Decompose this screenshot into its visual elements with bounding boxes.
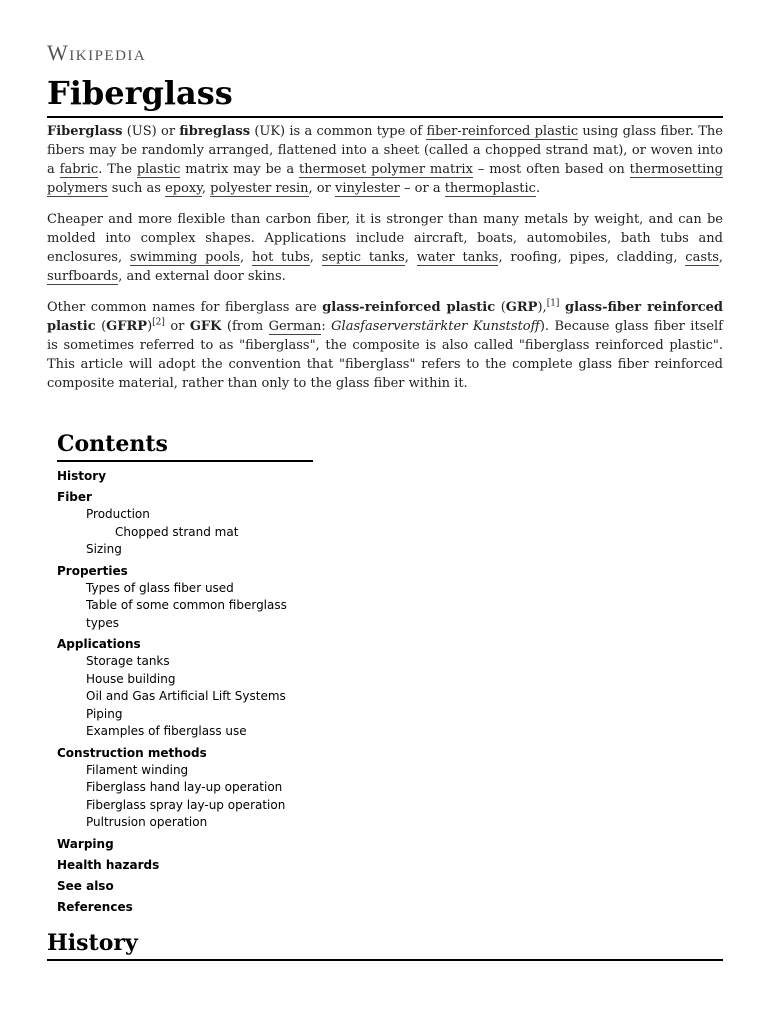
- toc-item-see-also: [57, 878, 313, 895]
- toc-link[interactable]: Warping: [57, 836, 114, 851]
- toc-list: [57, 468, 313, 916]
- table-of-contents: [57, 430, 313, 916]
- toc-item-warping: [57, 836, 313, 853]
- reference-1[interactable]: [1]: [546, 298, 560, 309]
- link-thermoset-polymer-matrix[interactable]: thermoset polymer matrix: [299, 162, 473, 177]
- text-run: matrix may be a: [180, 162, 300, 177]
- toc-sublist: [57, 506, 313, 559]
- toc-sublist: [57, 653, 313, 741]
- link-swimming-pools[interactable]: swimming pools: [129, 250, 240, 265]
- text-run: ,: [404, 250, 417, 265]
- text-run: such as: [107, 181, 166, 196]
- link-fabric[interactable]: fabric: [59, 162, 99, 177]
- toc-subitem: [86, 814, 313, 832]
- toc-link[interactable]: Fiberglass spray lay-up operation: [86, 797, 286, 812]
- toc-subitem: [86, 671, 313, 689]
- link-casts[interactable]: casts: [685, 250, 719, 265]
- toc-link[interactable]: Applications: [57, 637, 141, 651]
- text-run: ,: [201, 181, 211, 196]
- link-polyester-resin[interactable]: polyester resin: [210, 181, 309, 196]
- text-run: (from: [221, 319, 269, 334]
- italic-term: Glasfaserverstärkter Kunststoff: [331, 319, 540, 334]
- toc-sublist: [57, 762, 313, 832]
- text-run: (UK) is a common type of: [250, 124, 427, 139]
- link-thermoplastic[interactable]: thermoplastic: [444, 181, 536, 196]
- link-thermosetting-polymers[interactable]: thermosetting polymers: [47, 162, 723, 196]
- text-run: Cheaper and more flexible than carbon fiber, it is stronger than many metals by weight, and can be molded into complex shapes. Applications include aircraft, boats, automobiles, bath tubs and enclosures,: [47, 212, 723, 265]
- toc-link[interactable]: References: [57, 899, 133, 914]
- link-septic-tanks[interactable]: septic tanks: [321, 250, 405, 265]
- toc-item-properties: [57, 563, 313, 633]
- text-run: (: [95, 319, 107, 334]
- link-hot-tubs[interactable]: hot tubs: [251, 250, 310, 265]
- toc-link[interactable]: See also: [57, 878, 114, 893]
- toc-link[interactable]: Types of glass fiber used: [86, 580, 234, 595]
- toc-item-references: [57, 899, 313, 916]
- toc-sublist: [57, 580, 313, 633]
- toc-link[interactable]: Fiberglass hand lay-up operation: [86, 780, 283, 794]
- link-vinylester[interactable]: vinylester: [335, 181, 400, 196]
- toc-link[interactable]: Examples of fiberglass use: [86, 724, 247, 738]
- toc-sublist: [86, 524, 313, 542]
- link-epoxy[interactable]: epoxy: [165, 181, 202, 196]
- page-title: Fiberglass: [47, 72, 723, 118]
- toc-link[interactable]: Construction methods: [57, 745, 207, 760]
- bold-term: glass-reinforced plastic: [322, 300, 496, 315]
- text-run: . The: [98, 162, 137, 177]
- toc-subitem-production: [86, 506, 313, 541]
- article-body: [47, 122, 723, 405]
- toc-item-fiber: [57, 489, 313, 559]
- toc-link[interactable]: Properties: [57, 563, 128, 578]
- bold-term: fibreglass: [179, 124, 251, 139]
- intro-paragraph-1: [47, 122, 723, 198]
- toc-subitem: [86, 706, 313, 724]
- bold-term: GFK: [189, 319, 222, 334]
- toc-link[interactable]: History: [57, 469, 107, 483]
- reference-2[interactable]: [2]: [152, 317, 165, 328]
- text-run: :: [321, 319, 332, 334]
- toc-link[interactable]: Piping: [86, 706, 123, 721]
- text-run: using glass fiber. The fibers may be randomly arranged, flattened into a sheet (called a chopped strand mat), or woven into a: [47, 124, 723, 177]
- toc-link[interactable]: Table of some common fiberglass types: [86, 598, 287, 630]
- toc-subitem: [86, 723, 313, 741]
- intro-paragraph-3: [47, 298, 723, 393]
- link-surfboards[interactable]: surfboards: [47, 269, 119, 284]
- text-run: , or: [308, 181, 335, 196]
- wikipedia-wordmark[interactable]: Wikipedia: [47, 40, 147, 65]
- text-run: , and external door skins.: [118, 269, 286, 284]
- toc-subitem: [86, 797, 313, 815]
- toc-link[interactable]: Storage tanks: [86, 654, 170, 668]
- toc-item-health-hazards: [57, 857, 313, 874]
- text-run: ,: [718, 250, 724, 265]
- toc-item-construction-methods: [57, 745, 313, 832]
- section-heading-history: History: [47, 929, 723, 961]
- toc-subitem-chopped-strand-mat: [115, 524, 313, 542]
- link-fiber-reinforced-plastic[interactable]: fiber-reinforced plastic: [426, 124, 579, 139]
- toc-link[interactable]: Oil and Gas Artificial Lift Systems: [86, 689, 286, 703]
- toc-subitem: [86, 762, 313, 780]
- toc-title: Contents: [57, 430, 313, 462]
- toc-link[interactable]: Sizing: [86, 542, 122, 556]
- text-run: (US) or: [122, 124, 180, 139]
- text-run: – most often based on: [472, 162, 630, 177]
- intro-paragraph-2: [47, 210, 723, 286]
- bold-term: GRP: [505, 300, 538, 315]
- toc-link[interactable]: Production: [86, 507, 150, 521]
- bold-term: Fiberglass: [47, 124, 123, 139]
- text-run: (: [495, 300, 506, 315]
- link-german[interactable]: German: [268, 319, 322, 334]
- text-run: ): [147, 319, 153, 334]
- toc-link[interactable]: Filament winding: [86, 762, 189, 777]
- bold-term: glass-fiber reinforced plastic: [47, 300, 723, 334]
- toc-subitem-sizing: [86, 541, 313, 559]
- text-run: .: [535, 181, 541, 196]
- toc-link[interactable]: House building: [86, 671, 176, 686]
- toc-subitem: [86, 580, 313, 598]
- toc-link[interactable]: Health hazards: [57, 857, 160, 872]
- link-water-tanks[interactable]: water tanks: [416, 250, 499, 265]
- text-run: – or a: [399, 181, 445, 196]
- text-run: Other common names for fiberglass are: [47, 300, 323, 315]
- text-run: or: [164, 319, 190, 334]
- toc-subitem: [86, 653, 313, 671]
- toc-subitem: [86, 779, 313, 797]
- text-run: ,: [239, 250, 252, 265]
- toc-item-applications: [57, 636, 313, 741]
- toc-subitem: [86, 688, 313, 706]
- bold-term: GFRP: [106, 319, 148, 334]
- toc-subitem: [86, 597, 313, 632]
- toc-link[interactable]: Pultrusion operation: [86, 815, 208, 829]
- text-run: , roofing, pipes, cladding,: [498, 250, 686, 265]
- link-plastic[interactable]: plastic: [136, 162, 181, 177]
- toc-link[interactable]: Chopped strand mat: [115, 524, 239, 539]
- text-run: ,: [309, 250, 322, 265]
- text-run: ). Because glass fiber itself is sometimes referred to as "fiberglass", the composite is also called "fiberglass reinforced plastic". This article will adopt the convention that "fiberglass" refers to the complete glass fiber reinforced composite material, rather than only to the glass fiber within it.: [47, 319, 723, 391]
- toc-item-history: [57, 468, 313, 485]
- toc-link[interactable]: Fiber: [57, 490, 92, 504]
- text-run: ),: [537, 300, 547, 315]
